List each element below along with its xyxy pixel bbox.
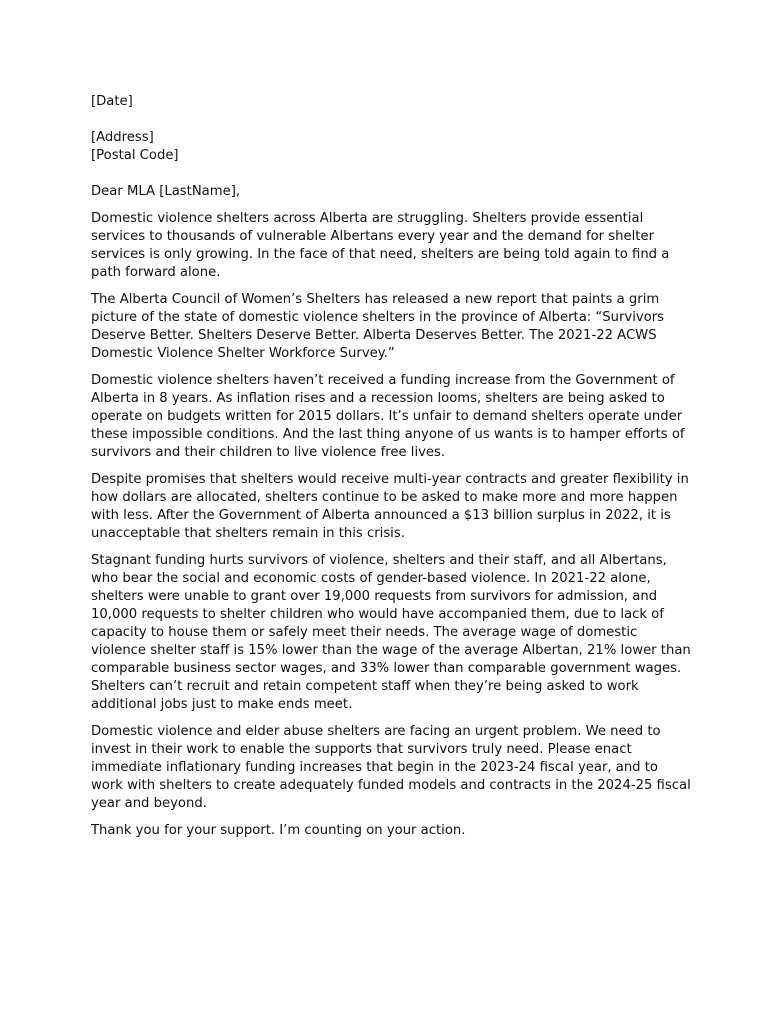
paragraph-report: The Alberta Council of Women’s Shelters has released a new report that paints a grim picture of the state of domestic violence shelters in the province of Alberta: “Survivors Deserve Better. Shelters Deserve Better. Alberta Deserves Better. The 2021-22 ACWS Domestic Violence Shelter Workforce Survey.” — [91, 292, 665, 361]
paragraph-promises: Despite promises that shelters would receive multi-year contracts and greater flexibility in how dollars are allocated, shelters continue to be asked to make more and more happen with less. After the Government of Alberta announced a $13 billion surplus in 2022, it is unacceptable that shelters remain in this crisis. — [91, 472, 689, 541]
address-line: [Address] — [91, 130, 154, 145]
letter-body — [91, 93, 691, 840]
closing-line: Thank you for your support. I’m counting on your action. — [91, 823, 466, 838]
paragraph-funding: Domestic violence shelters haven’t received a funding increase from the Government of Alberta in 8 years. As inflation rises and a recession looms, shelters are being asked to operate on budgets written for 2015 dollars. It’s unfair to demand shelters operate under these impossible conditions. And the last thing anyone of us wants is to hamper efforts of survivors and their children to live violence free lives. — [91, 373, 685, 460]
postal-code-line: [Postal Code] — [91, 148, 179, 163]
paragraph-intro: Domestic violence shelters across Alberta are struggling. Shelters provide essential services to thousands of vulnerable Albertans every year and the demand for shelter services is only growing. In the face of that need, shelters are being told again to find a path forward alone. — [91, 211, 670, 280]
paragraph-call-to-action: Domestic violence and elder abuse shelters are facing an urgent problem. We need to invest in their work to enable the supports that survivors truly need. Please enact immediate inflationary funding increases that begin in the 2023-24 fiscal year, and to work with shelters to create adequately funded models and contracts in the 2024-25 fiscal year and beyond. — [91, 724, 691, 811]
address-block — [91, 129, 691, 165]
salutation: Dear MLA [LastName], — [91, 184, 241, 199]
paragraph-stagnant-funding: Stagnant funding hurts survivors of violence, shelters and their staff, and all Albertans, who bear the social and economic costs of gender-based violence. In 2021-22 alone, shelters were unable to grant over 19,000 requests from survivors for admission, and 10,000 requests to shelter children who would have accompanied them, due to lack of capacity to house them or safely meet their needs. The average wage of domestic violence shelter staff is 15% lower than the wage of the average Albertan, 21% lower than comparable business sector wages, and 33% lower than comparable government wages. Shelters can’t recruit and retain competent staff when they’re being asked to work additional jobs just to make ends meet. — [91, 553, 691, 712]
letter-date: [Date] — [91, 94, 133, 109]
